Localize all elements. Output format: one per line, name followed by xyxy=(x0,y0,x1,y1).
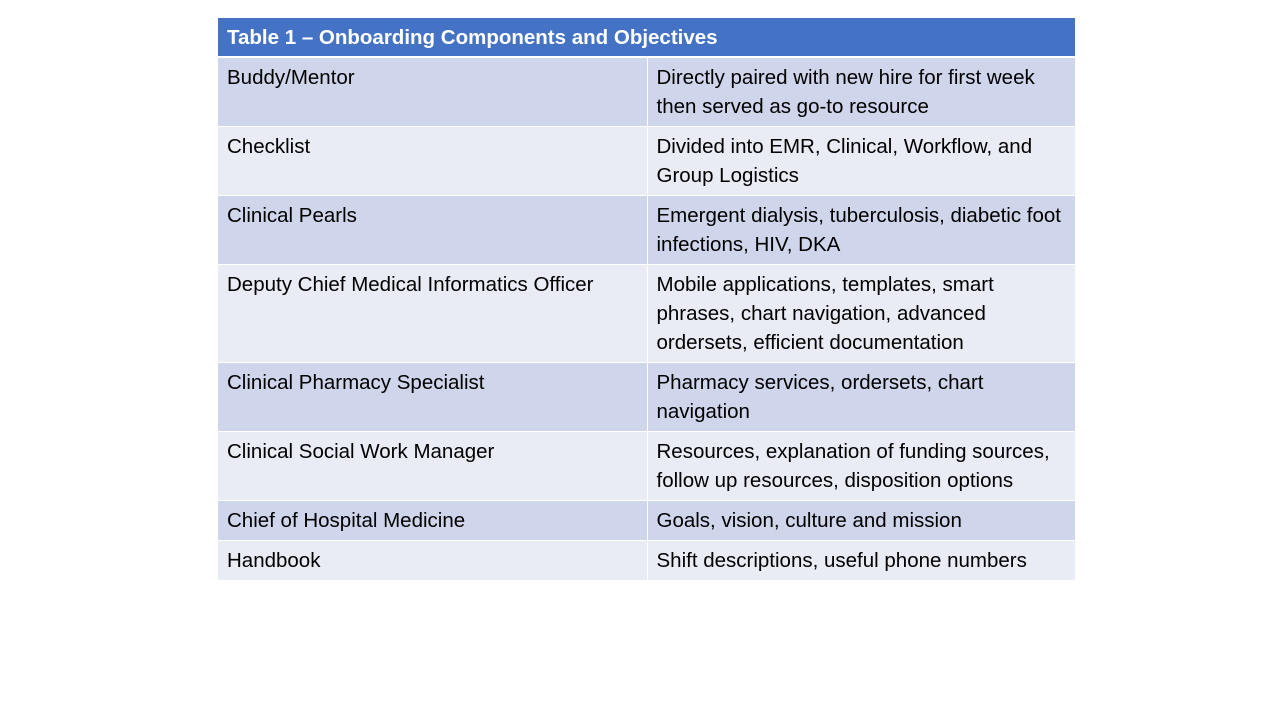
onboarding-table-container xyxy=(218,18,1075,581)
table-row xyxy=(218,363,1075,432)
table-row xyxy=(218,432,1075,501)
objective-cell: Mobile applications, templates, smart phrases, chart navigation, advanced ordersets, efficient documentation xyxy=(647,265,1075,363)
objective-cell: Pharmacy services, ordersets, chart navigation xyxy=(647,363,1075,432)
table-header-row xyxy=(218,18,1075,57)
component-cell: Chief of Hospital Medicine xyxy=(218,501,647,541)
component-cell: Buddy/Mentor xyxy=(218,57,647,127)
component-cell: Handbook xyxy=(218,541,647,581)
table-row xyxy=(218,265,1075,363)
objective-cell: Goals, vision, culture and mission xyxy=(647,501,1075,541)
component-cell: Clinical Pharmacy Specialist xyxy=(218,363,647,432)
table-title: Table 1 – Onboarding Components and Objectives xyxy=(218,18,1075,57)
objective-cell: Emergent dialysis, tuberculosis, diabetic foot infections, HIV, DKA xyxy=(647,196,1075,265)
onboarding-table xyxy=(218,18,1075,581)
table-row xyxy=(218,541,1075,581)
table-row xyxy=(218,127,1075,196)
component-cell: Deputy Chief Medical Informatics Officer xyxy=(218,265,647,363)
component-cell: Clinical Pearls xyxy=(218,196,647,265)
objective-cell: Resources, explanation of funding sources, follow up resources, disposition options xyxy=(647,432,1075,501)
component-cell: Checklist xyxy=(218,127,647,196)
table-row xyxy=(218,57,1075,127)
table-row xyxy=(218,196,1075,265)
component-cell: Clinical Social Work Manager xyxy=(218,432,647,501)
objective-cell: Divided into EMR, Clinical, Workflow, and Group Logistics xyxy=(647,127,1075,196)
objective-cell: Directly paired with new hire for first week then served as go-to resource xyxy=(647,57,1075,127)
objective-cell: Shift descriptions, useful phone numbers xyxy=(647,541,1075,581)
table-row xyxy=(218,501,1075,541)
